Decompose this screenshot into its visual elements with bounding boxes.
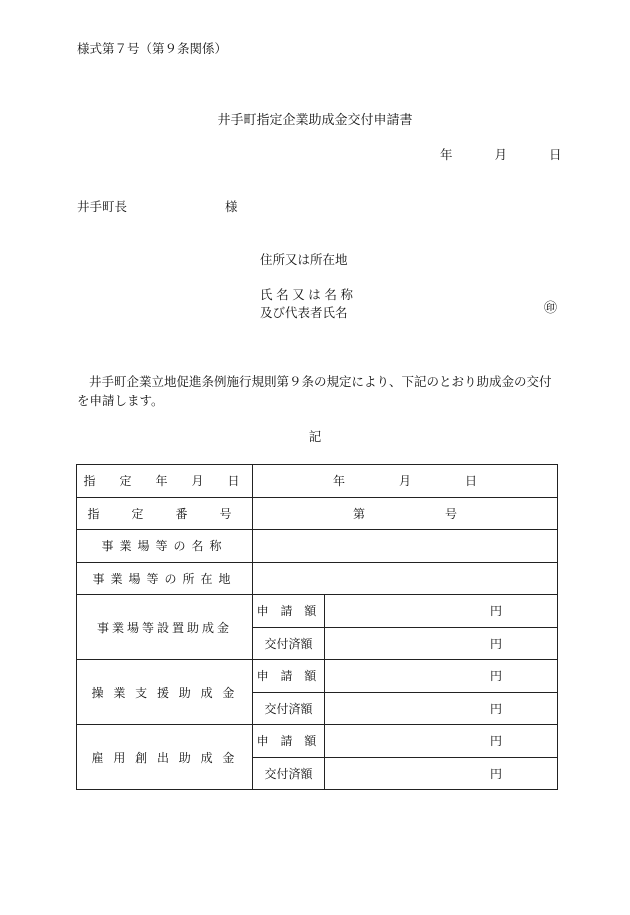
site-name-label: 事業場等の名称 [77, 530, 253, 563]
paid-amount-label: 交付済額 [253, 757, 325, 790]
table-row [77, 595, 558, 628]
designation-month: 月 [399, 474, 412, 489]
applied-amount-field[interactable]: 円 [325, 660, 558, 693]
site-location-label: 事業場等の所在地 [77, 562, 253, 595]
paid-amount-field[interactable]: 円 [325, 757, 558, 790]
designation-number-suffix: 号 [445, 506, 458, 521]
seal-mark: ㊞ [544, 301, 558, 316]
applicant-name-label: 氏名又は名称 [260, 287, 357, 302]
date-month-label: 月 [494, 147, 508, 162]
applied-amount-field[interactable]: 円 [325, 725, 558, 758]
form-number: 様式第７号（第９条関係） [77, 41, 228, 56]
ki-heading: 記 [308, 429, 322, 444]
addressee [77, 197, 238, 215]
table-row [77, 530, 558, 563]
site-location-field[interactable] [253, 562, 558, 595]
table-row [77, 497, 558, 530]
paid-amount-label: 交付済額 [253, 627, 325, 660]
table-row [77, 660, 558, 693]
applied-amount-label: 申 請 額 [253, 595, 325, 628]
addressee-name: 井手町長 [77, 199, 128, 214]
designation-date-label: 指 定 年 月 日 [77, 465, 253, 498]
site-name-field[interactable] [253, 530, 558, 563]
applicant-address-label: 住所又は所在地 [260, 252, 348, 267]
applied-amount-label: 申 請 額 [253, 660, 325, 693]
designation-year: 年 [332, 474, 345, 489]
representative-name-label: 及び代表者氏名 [260, 305, 348, 320]
applied-amount-field[interactable]: 円 [325, 595, 558, 628]
designation-number-label: 指 定 番 号 [77, 497, 253, 530]
designation-number-prefix: 第 [352, 506, 365, 521]
application-date [440, 145, 562, 163]
grant-application-table [76, 464, 558, 790]
application-statement: 井手町企業立地促進条例施行規則第９条の規定により、下記のとおり助成金の交付を申請します。 [77, 374, 552, 408]
designation-date-field[interactable] [253, 465, 558, 498]
document-title: 井手町指定企業助成金交付申請書 [217, 113, 413, 128]
grant-label-employment: 雇 用 創 出 助 成 金 [77, 725, 253, 790]
paid-amount-field[interactable]: 円 [325, 692, 558, 725]
addressee-honorific: 様 [225, 199, 238, 214]
paid-amount-label: 交付済額 [253, 692, 325, 725]
paid-amount-field[interactable]: 円 [325, 627, 558, 660]
designation-number-field[interactable] [253, 497, 558, 530]
table-row [77, 725, 558, 758]
table-row [77, 562, 558, 595]
date-day-label: 日 [549, 147, 562, 162]
grant-label-facility: 事業場等設置助成金 [77, 595, 253, 660]
grant-label-operation: 操 業 支 援 助 成 金 [77, 660, 253, 725]
date-year-label: 年 [440, 147, 453, 162]
designation-day: 日 [465, 474, 478, 489]
table-row [77, 465, 558, 498]
applied-amount-label: 申 請 額 [253, 725, 325, 758]
